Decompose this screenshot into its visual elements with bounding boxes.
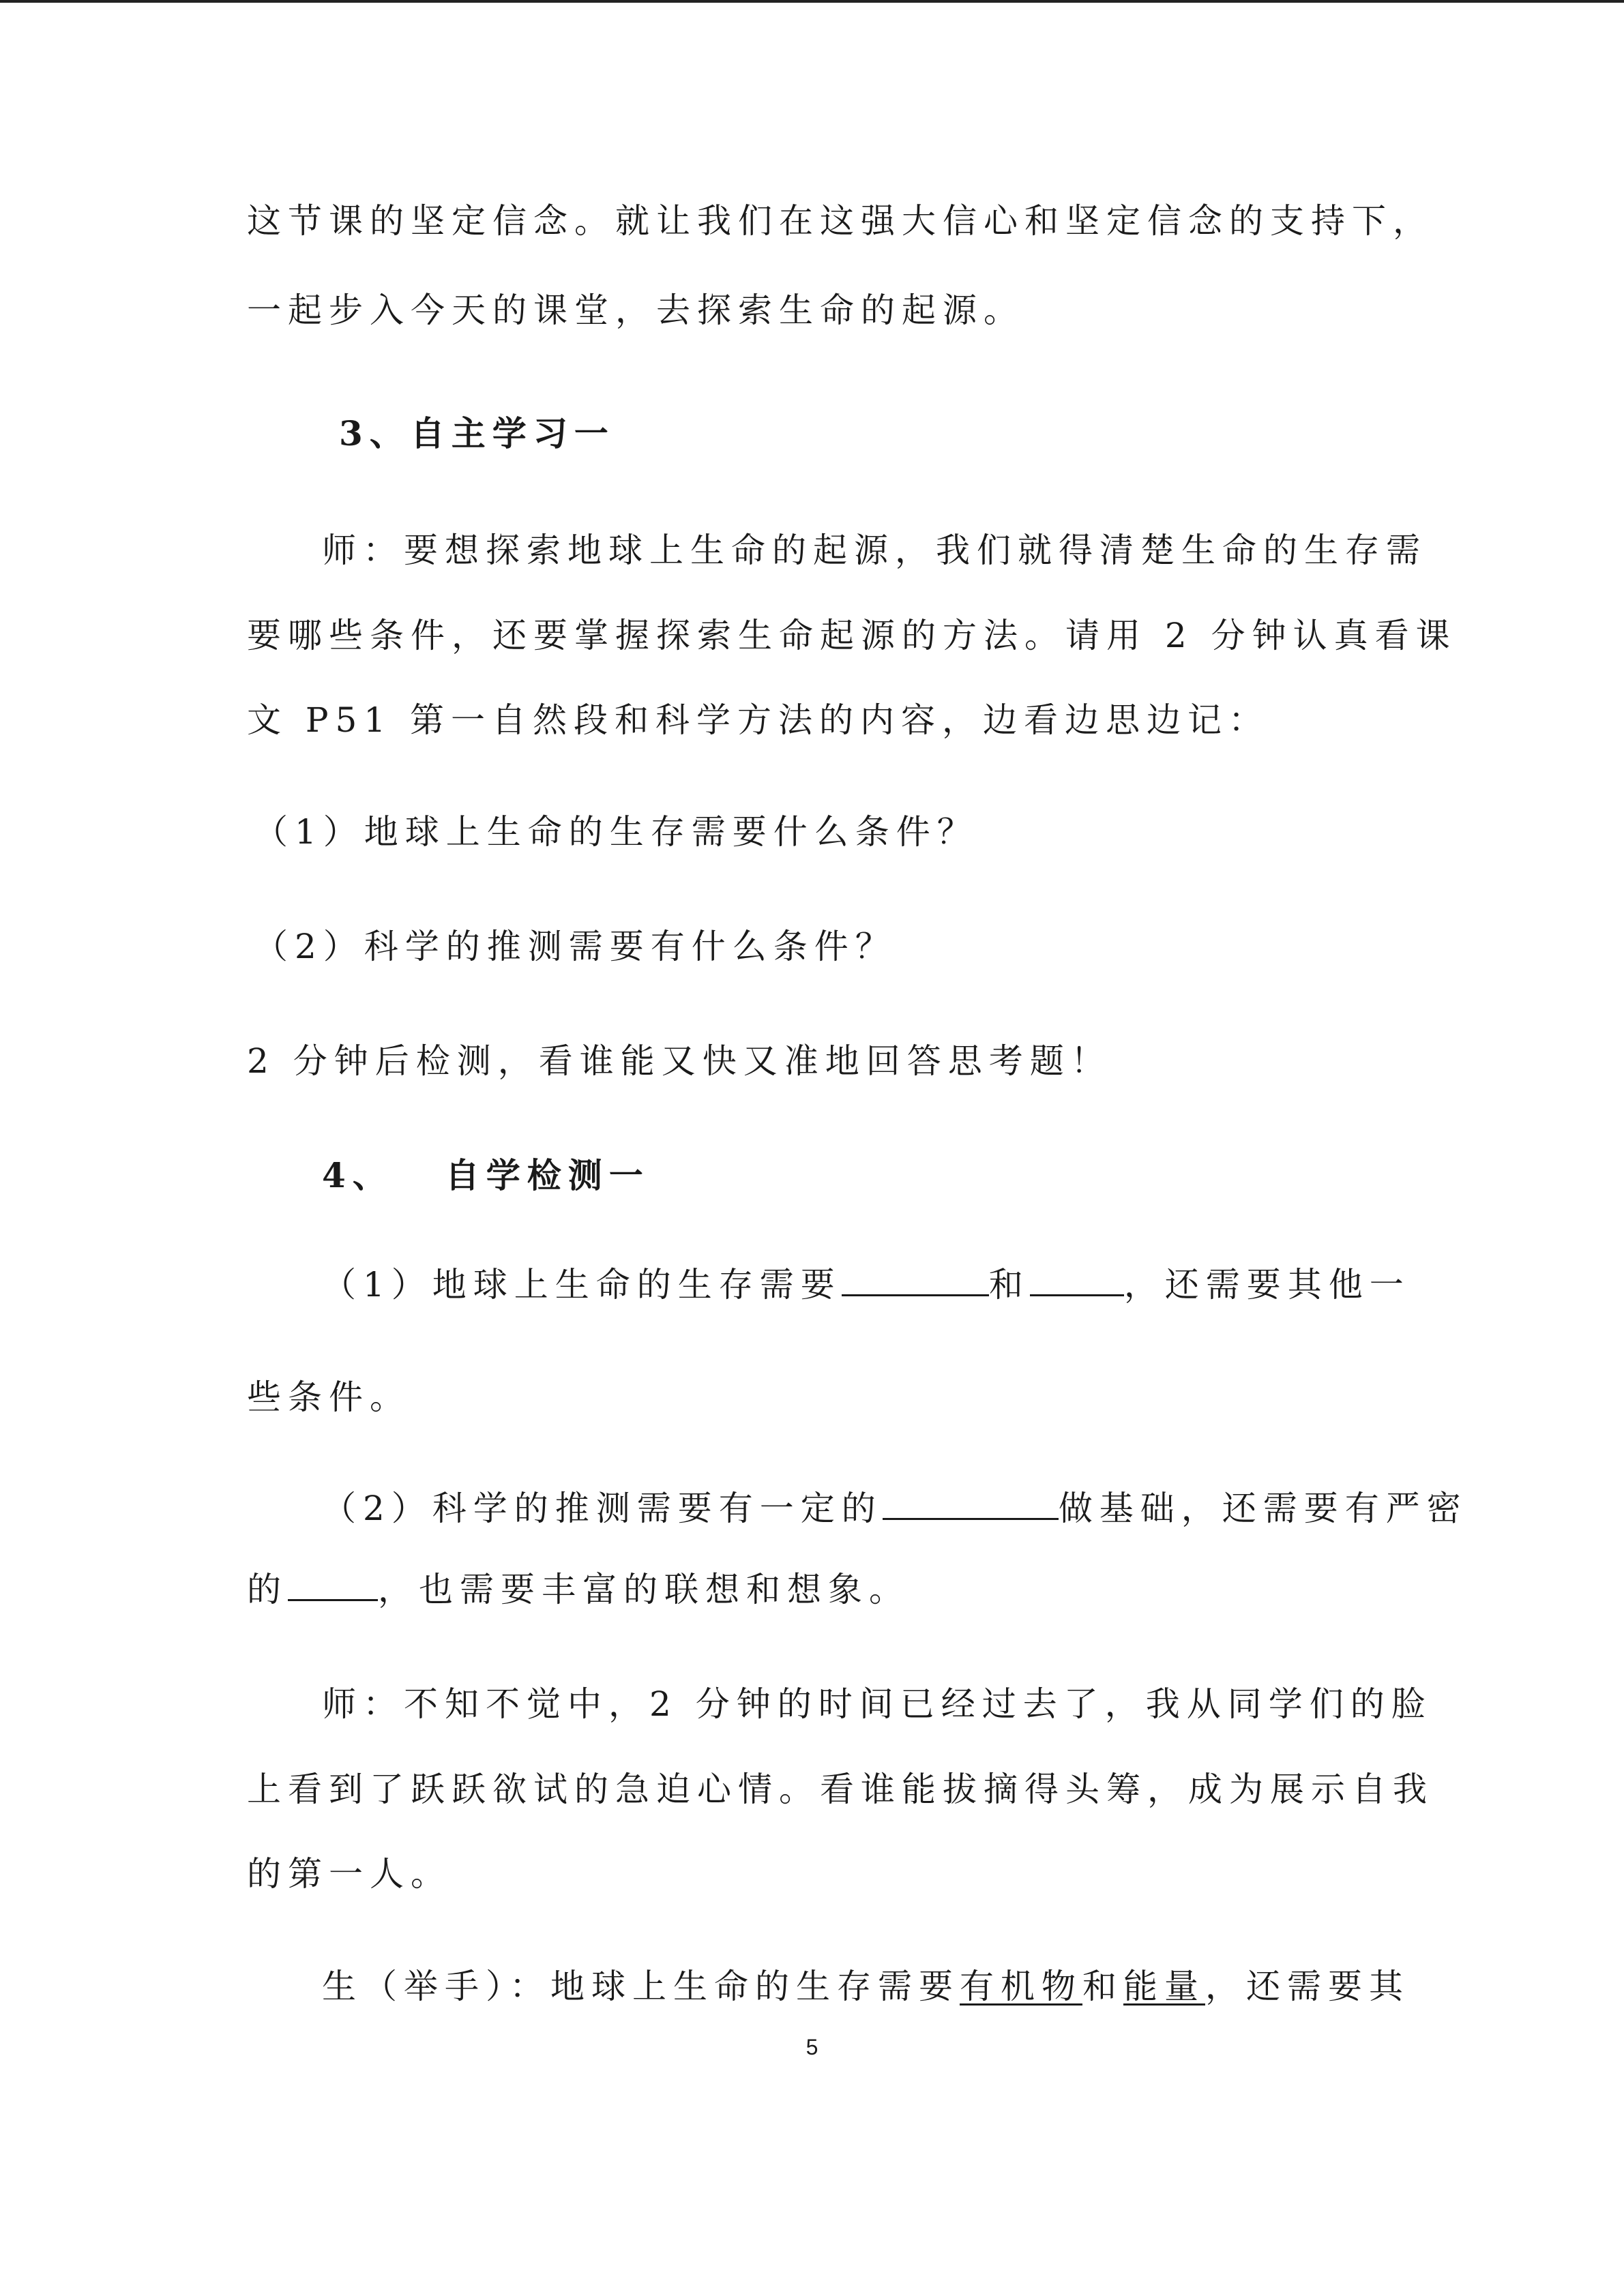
check-2-line-2 [247, 1568, 910, 1611]
section-4-heading [322, 1154, 650, 1197]
check-1-blank-1[interactable] [842, 1264, 989, 1296]
text-line-2: 一起步入今天的课堂，去探索生命的起源。 [247, 290, 1024, 330]
teacher-para-line-2: 上看到了跃跃欲试的急迫心情。看谁能拔摘得头筹，成为展示自我 [247, 1770, 1434, 1809]
check-1-text-b: 和 [988, 1265, 1030, 1304]
teacher-para-line-1: 师：不知不觉中，2 分钟的时间已经过去了，我从同学们的脸 [322, 1684, 1432, 1724]
check-2-text-a: （2）科学的推测需要有一定的 [322, 1489, 883, 1528]
check-2-text-b: 做基础，还需要有严密 [1058, 1489, 1468, 1528]
question-1: （1）地球上生命的生存需要什么条件？ [254, 812, 978, 852]
section-3-para-line-3: 文 P51 第一自然段和科学方法的内容，边看边思边记： [247, 700, 1270, 740]
student-answer-energy: 能量 [1123, 1967, 1205, 2006]
check-2-blank-1[interactable] [883, 1488, 1059, 1520]
section-3-heading: 3、自主学习一 [339, 413, 615, 453]
check-1-line-2: 些条件。 [247, 1377, 411, 1417]
check-1-text-c: ，还需要其他一 [1123, 1265, 1411, 1304]
section-3-para-line-2: 要哪些条件，还要掌握探索生命起源的方法。请用 2 分钟认真看课 [247, 616, 1457, 655]
check-1-blank-2[interactable] [1030, 1264, 1124, 1296]
after-questions-text: 2 分钟后检测，看谁能又快又准地回答思考题！ [247, 1041, 1112, 1081]
student-text-c: ，还需要其 [1205, 1967, 1410, 2006]
check-1-line-1 [322, 1264, 1411, 1306]
top-border [0, 0, 1624, 3]
section-3-para-line-1: 师：要想探索地球上生命的起源，我们就得清楚生命的生存需 [322, 531, 1427, 570]
check-2-line-1 [322, 1487, 1468, 1530]
question-2: （2）科学的推测需要有什么条件？ [254, 927, 896, 966]
text-line-1: 这节课的坚定信念。就让我们在这强大信心和坚定信念的支持下， [247, 201, 1434, 241]
student-answer-line [322, 1965, 1410, 2008]
page-number: 5 [806, 2035, 818, 2059]
check-1-text-a: （1）地球上生命的生存需要 [322, 1265, 842, 1304]
section-4-heading-number: 4、 [322, 1155, 394, 1195]
teacher-para-line-3: 的第一人。 [247, 1854, 452, 1894]
check-2-text-c: 的 [247, 1570, 288, 1609]
student-answer-organic-matter: 有机物 [960, 1967, 1082, 2006]
section-4-heading-text: 自学检测一 [445, 1155, 650, 1195]
check-2-text-d: ，也需要丰富的联想和想象。 [378, 1570, 910, 1609]
student-text-a: 生（举手）：地球上生命的生存需要 [322, 1967, 960, 2006]
student-text-b: 和 [1082, 1967, 1123, 2006]
check-2-blank-2[interactable] [288, 1569, 378, 1601]
